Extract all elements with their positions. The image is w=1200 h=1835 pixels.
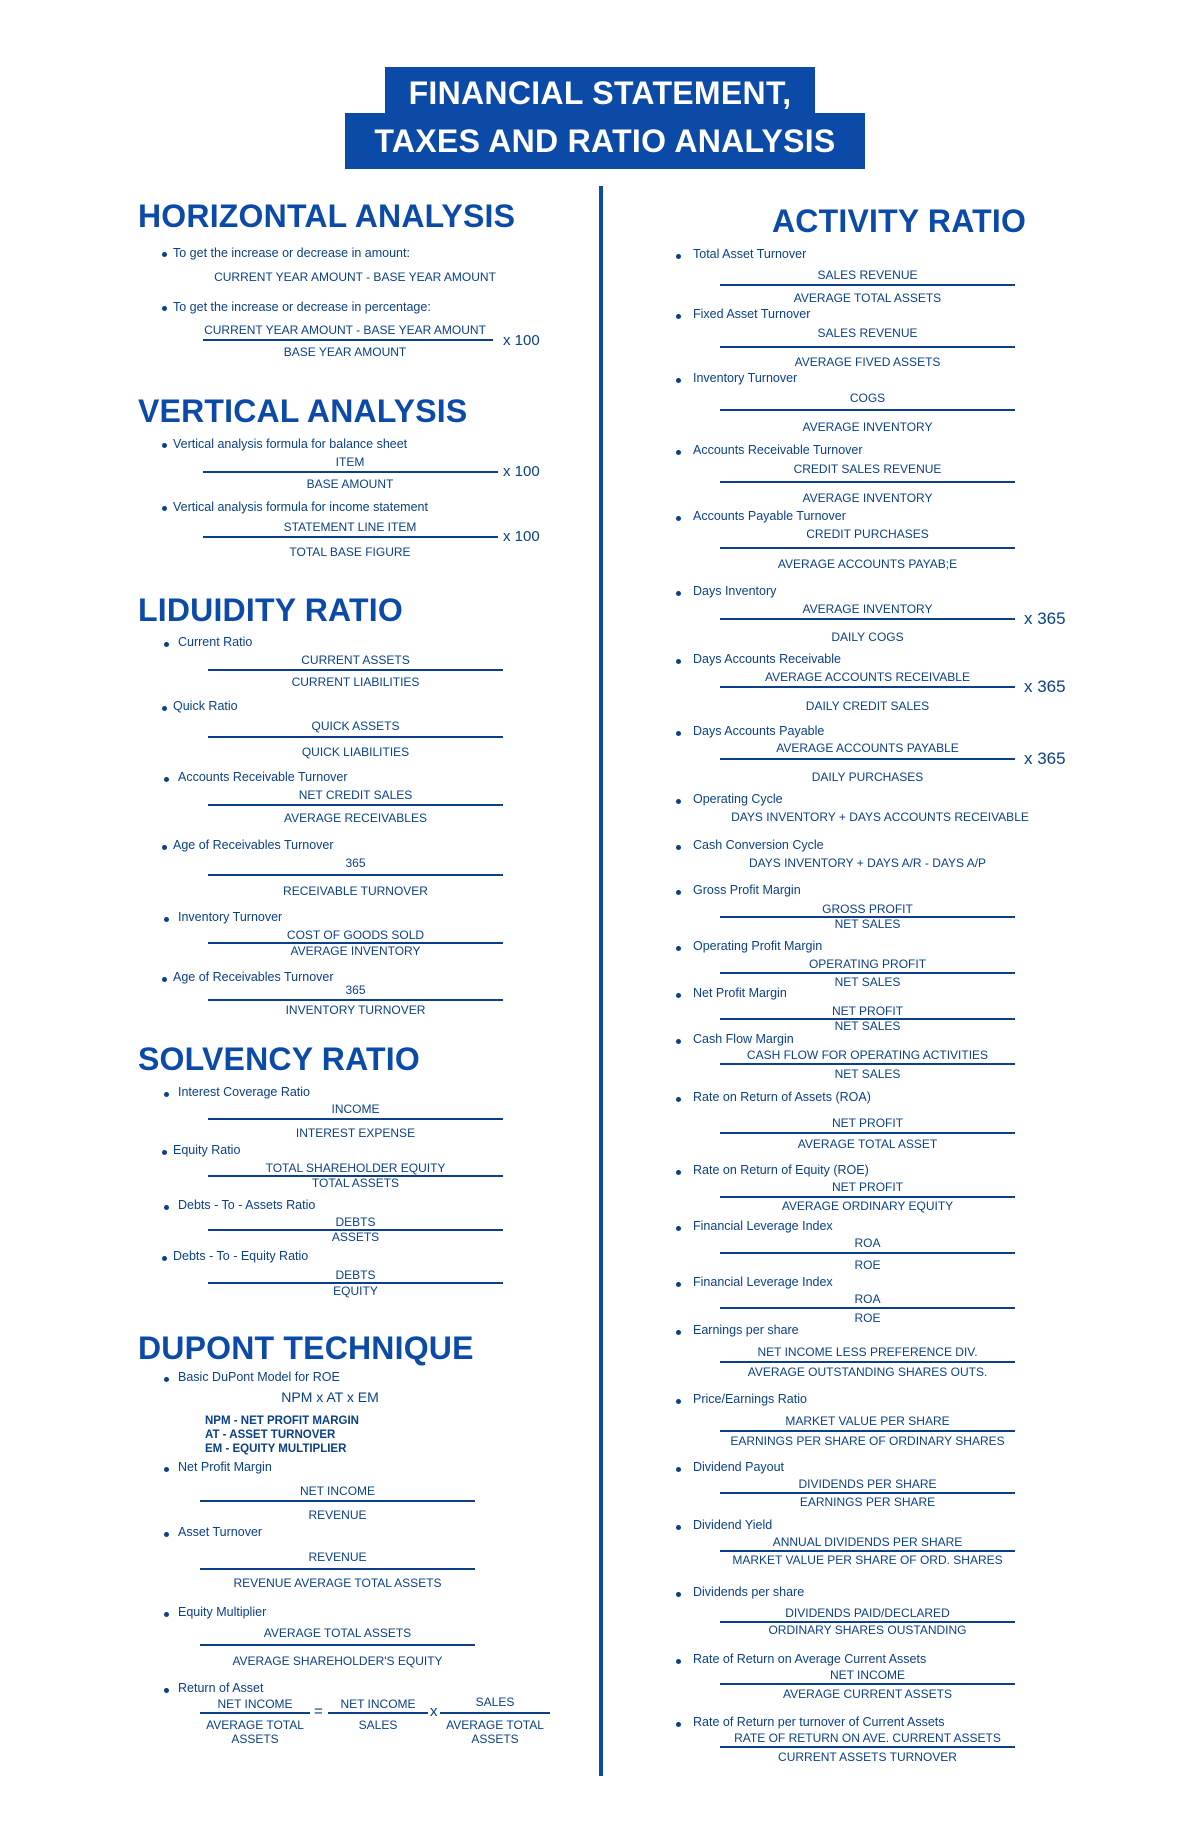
activity-ar-turnover-denominator: AVERAGE INVENTORY xyxy=(802,491,933,505)
bullet xyxy=(164,642,169,647)
operating-profit-margin-denominator: NET SALES xyxy=(834,975,901,989)
bullet xyxy=(162,1256,167,1261)
fixed-asset-turnover-label: Fixed Asset Turnover xyxy=(693,307,811,321)
dupont-roa-f1-denominator-1: AVERAGE TOTAL xyxy=(206,1718,304,1732)
ap-turnover-numerator: CREDIT PURCHASES xyxy=(806,527,929,541)
vertical-income-numerator: STATEMENT LINE ITEM xyxy=(283,520,417,534)
legend-at: AT - ASSET TURNOVER xyxy=(205,1429,336,1441)
fixed-asset-turnover-numerator: SALES REVENUE xyxy=(817,326,918,340)
bullet xyxy=(162,977,167,982)
bullet xyxy=(676,1170,681,1175)
inventory-turnover-denominator: AVERAGE INVENTORY xyxy=(290,944,421,958)
bullet xyxy=(162,306,167,311)
operating-cycle-label: Operating Cycle xyxy=(693,792,783,806)
horizontal-percent-numerator: CURRENT YEAR AMOUNT - BASE YEAR AMOUNT xyxy=(204,323,486,337)
bullet xyxy=(676,254,681,259)
days-ar-multiplier: x 365 xyxy=(1024,677,1066,696)
dupont-technique-heading: DUPONT TECHNIQUE xyxy=(138,1330,474,1366)
bullet xyxy=(164,1467,169,1472)
inventory-turnover-label: Inventory Turnover xyxy=(178,910,283,924)
days-ap-numerator: AVERAGE ACCOUNTS PAYABLE xyxy=(776,741,959,755)
dupont-npm-numerator: NET INCOME xyxy=(299,1484,376,1498)
cash-conversion-cycle-label: Cash Conversion Cycle xyxy=(693,838,824,852)
fraction-bar xyxy=(720,409,1015,411)
activity-inventory-turnover-numerator: COGS xyxy=(849,391,886,405)
gross-profit-margin-numerator: GROSS PROFIT xyxy=(822,902,913,916)
bullet xyxy=(676,516,681,521)
bullet xyxy=(676,1330,681,1335)
gross-profit-margin-denominator: NET SALES xyxy=(834,917,901,931)
return-avg-current-assets-numerator: NET INCOME xyxy=(829,1668,906,1682)
vertical-income-denominator: TOTAL BASE FIGURE xyxy=(289,545,411,559)
interest-coverage-label: Interest Coverage Ratio xyxy=(178,1085,311,1099)
bullet xyxy=(676,450,681,455)
days-inventory-multiplier: x 365 xyxy=(1024,609,1066,628)
total-asset-turnover-denominator: AVERAGE TOTAL ASSETS xyxy=(793,291,942,305)
fraction-bar xyxy=(720,758,1015,760)
financial-leverage-index-1-numerator: ROA xyxy=(854,1236,881,1250)
fraction-bar xyxy=(720,346,1015,348)
equity-ratio-denominator: TOTAL ASSETS xyxy=(311,1176,400,1190)
return-turnover-current-assets-denominator: CURRENT ASSETS TURNOVER xyxy=(778,1750,957,1764)
dupont-em-numerator: AVERAGE TOTAL ASSETS xyxy=(263,1626,412,1640)
fraction-bar xyxy=(203,471,498,473)
debts-to-equity-numerator: DEBTS xyxy=(335,1268,376,1282)
age-receivables-denominator: RECEIVABLE TURNOVER xyxy=(283,884,428,898)
legend-em: EM - EQUITY MULTIPLIER xyxy=(205,1443,347,1455)
dividend-yield-label: Dividend Yield xyxy=(693,1518,773,1532)
activity-net-profit-margin-numerator: NET PROFIT xyxy=(831,1004,904,1018)
basic-dupont-formula: NPM x AT x EM xyxy=(281,1389,379,1405)
quick-ratio-label: Quick Ratio xyxy=(173,699,238,713)
cash-flow-margin-label: Cash Flow Margin xyxy=(693,1032,794,1046)
horizontal-amount-formula: CURRENT YEAR AMOUNT - BASE YEAR AMOUNT xyxy=(214,270,496,284)
operating-cycle-formula: DAYS INVENTORY + DAYS ACCOUNTS RECEIVABLE xyxy=(731,810,1029,824)
bullet xyxy=(676,731,681,736)
activity-ratio-heading: ACTIVITY RATIO xyxy=(772,203,1027,239)
dupont-roa-equals: = xyxy=(314,1703,323,1720)
age-receivables-2-denominator: INVENTORY TURNOVER xyxy=(285,1003,426,1017)
dupont-roa-f3-denominator-1: AVERAGE TOTAL xyxy=(446,1718,544,1732)
fraction-bar xyxy=(208,874,503,876)
financial-leverage-index-2-numerator: ROA xyxy=(854,1292,881,1306)
dupont-roa-f3-numerator: SALES xyxy=(475,1695,515,1709)
bullet xyxy=(676,659,681,664)
vertical-balance-denominator: BASE AMOUNT xyxy=(306,477,394,491)
days-ar-denominator: DAILY CREDIT SALES xyxy=(805,699,930,713)
bullet xyxy=(676,1399,681,1404)
fraction-bar xyxy=(200,1500,475,1502)
bullet xyxy=(676,1097,681,1102)
fraction-bar xyxy=(720,1683,1015,1685)
current-ratio-numerator: CURRENT ASSETS xyxy=(301,653,410,667)
dividend-payout-numerator: DIVIDENDS PER SHARE xyxy=(798,1477,937,1491)
activity-net-profit-margin-label: Net Profit Margin xyxy=(693,986,787,1000)
bullet xyxy=(162,845,167,850)
days-ar-label: Days Accounts Receivable xyxy=(693,652,841,666)
return-turnover-current-assets-numerator: RATE OF RETURN ON AVE. CURRENT ASSETS xyxy=(734,1731,1001,1745)
activity-ar-turnover-numerator: CREDIT SALES REVENUE xyxy=(793,462,942,476)
eps-numerator: NET INCOME LESS PREFERENCE DIV. xyxy=(757,1345,978,1359)
return-turnover-current-assets-label: Rate of Return per turnover of Current Assets xyxy=(693,1715,945,1729)
bullet xyxy=(164,777,169,782)
fraction-bar xyxy=(720,1252,1015,1254)
days-ap-label: Days Accounts Payable xyxy=(693,724,825,738)
horizontal-amount-label: To get the increase or decrease in amount: xyxy=(173,246,410,260)
dupont-roa-f1-denominator-2: ASSETS xyxy=(231,1732,279,1746)
debts-to-equity-label: Debts - To - Equity Ratio xyxy=(173,1249,309,1263)
roa-label: Rate on Return of Assets (ROA) xyxy=(693,1090,871,1104)
financial-leverage-index-1-denominator: ROE xyxy=(854,1258,881,1272)
bullet xyxy=(162,443,167,448)
quick-ratio-denominator: QUICK LIABILITIES xyxy=(301,745,410,759)
fraction-bar xyxy=(203,536,498,538)
roe-numerator: NET PROFIT xyxy=(831,1180,904,1194)
vertical-income-multiplier: x 100 xyxy=(503,528,540,545)
dupont-npm-label: Net Profit Margin xyxy=(178,1460,272,1474)
financial-leverage-index-2-label: Financial Leverage Index xyxy=(693,1275,833,1289)
solvency-ratio-heading: SOLVENCY RATIO xyxy=(138,1041,420,1077)
debts-to-equity-denominator: EQUITY xyxy=(333,1284,378,1298)
dividend-yield-denominator: MARKET VALUE PER SHARE OF ORD. SHARES xyxy=(732,1553,1003,1567)
vertical-balance-multiplier: x 100 xyxy=(503,463,540,480)
eps-label: Earnings per share xyxy=(693,1323,799,1337)
fraction-bar xyxy=(720,1196,1015,1198)
bullet xyxy=(164,1092,169,1097)
interest-coverage-numerator: INCOME xyxy=(331,1102,380,1116)
fraction-bar xyxy=(208,1118,503,1120)
gross-profit-margin-label: Gross Profit Margin xyxy=(693,883,801,897)
ap-turnover-label: Accounts Payable Turnover xyxy=(693,509,846,523)
activity-net-profit-margin-denominator: NET SALES xyxy=(834,1019,901,1033)
debts-to-assets-numerator: DEBTS xyxy=(335,1215,376,1229)
bullet xyxy=(164,1612,169,1617)
fixed-asset-turnover-denominator: AVERAGE FIVED ASSETS xyxy=(794,355,941,369)
pe-ratio-label: Price/Earnings Ratio xyxy=(693,1392,807,1406)
age-receivables-2-label: Age of Receivables Turnover xyxy=(173,970,334,984)
equity-ratio-numerator: TOTAL SHAREHOLDER EQUITY xyxy=(265,1161,446,1175)
bullet xyxy=(676,799,681,804)
fraction-bar xyxy=(720,1063,1015,1065)
fraction-bar xyxy=(720,686,1015,688)
days-inventory-label: Days Inventory xyxy=(693,584,777,598)
age-receivables-label: Age of Receivables Turnover xyxy=(173,838,334,852)
dupont-em-denominator: AVERAGE SHAREHOLDER'S EQUITY xyxy=(232,1654,443,1668)
vertical-income-label: Vertical analysis formula for income statement xyxy=(173,500,428,514)
fraction-bar xyxy=(720,972,1015,974)
fraction-bar xyxy=(203,339,493,341)
fraction-bar xyxy=(200,1712,310,1714)
activity-inventory-turnover-denominator: AVERAGE INVENTORY xyxy=(802,420,933,434)
days-ap-multiplier: x 365 xyxy=(1024,749,1066,768)
activity-inventory-turnover-label: Inventory Turnover xyxy=(693,371,798,385)
bullet xyxy=(164,1377,169,1382)
bullet xyxy=(162,1150,167,1155)
dupont-em-label: Equity Multiplier xyxy=(178,1605,267,1619)
return-avg-current-assets-label: Rate of Return on Average Current Assets xyxy=(693,1652,927,1666)
dividends-per-share-numerator: DIVIDENDS PAID/DECLARED xyxy=(785,1606,950,1620)
age-receivables-2-numerator: 365 xyxy=(345,983,366,997)
dupont-at-numerator: REVENUE xyxy=(308,1550,367,1564)
fraction-bar xyxy=(720,547,1015,549)
financial-leverage-index-1-label: Financial Leverage Index xyxy=(693,1219,833,1233)
title-line-1: FINANCIAL STATEMENT, xyxy=(385,67,815,119)
cash-flow-margin-numerator: CASH FLOW FOR OPERATING ACTIVITIES xyxy=(746,1048,989,1062)
debts-to-assets-label: Debts - To - Assets Ratio xyxy=(178,1198,316,1212)
total-asset-turnover-label: Total Asset Turnover xyxy=(693,247,807,261)
total-asset-turnover-numerator: SALES REVENUE xyxy=(817,268,918,282)
dividend-payout-label: Dividend Payout xyxy=(693,1460,785,1474)
fraction-bar xyxy=(208,999,503,1001)
dupont-roa-f3-denominator-2: ASSETS xyxy=(471,1732,519,1746)
dupont-roa-label: Return of Asset xyxy=(178,1681,264,1695)
bullet xyxy=(676,1659,681,1664)
debts-to-assets-denominator: ASSETS xyxy=(331,1230,380,1244)
dividend-yield-numerator: ANNUAL DIVIDENDS PER SHARE xyxy=(772,1535,963,1549)
fraction-bar xyxy=(328,1712,428,1714)
dupont-at-denominator: REVENUE AVERAGE TOTAL ASSETS xyxy=(233,1576,442,1590)
roe-denominator: AVERAGE ORDINARY EQUITY xyxy=(781,1199,954,1213)
activity-ar-turnover-label: Accounts Receivable Turnover xyxy=(693,443,863,457)
bullet xyxy=(164,1205,169,1210)
fraction-bar xyxy=(440,1712,550,1714)
dupont-at-label: Asset Turnover xyxy=(178,1525,263,1539)
days-inventory-numerator: AVERAGE INVENTORY xyxy=(802,602,933,616)
bullet xyxy=(164,917,169,922)
fraction-bar xyxy=(720,1307,1015,1309)
vertical-analysis-heading: VERTICAL ANALYSIS xyxy=(138,393,468,429)
horizontal-percent-multiplier: x 100 xyxy=(503,332,540,349)
roa-denominator: AVERAGE TOTAL ASSET xyxy=(797,1137,938,1151)
fraction-bar xyxy=(200,1644,475,1646)
return-avg-current-assets-denominator: AVERAGE CURRENT ASSETS xyxy=(783,1687,952,1701)
bullet xyxy=(676,1226,681,1231)
inventory-turnover-numerator: COST OF GOODS SOLD xyxy=(286,928,425,942)
days-ar-numerator: AVERAGE ACCOUNTS RECEIVABLE xyxy=(765,670,970,684)
legend-npm: NPM - NET PROFIT MARGIN xyxy=(205,1415,359,1427)
dividends-per-share-denominator: ORDINARY SHARES OUSTANDING xyxy=(768,1623,967,1637)
fraction-bar xyxy=(200,1568,475,1570)
pe-ratio-denominator: EARNINGS PER SHARE OF ORDINARY SHARES xyxy=(730,1434,1005,1448)
operating-profit-margin-numerator: OPERATING PROFIT xyxy=(808,957,927,971)
fraction-bar xyxy=(208,736,503,738)
bullet xyxy=(676,890,681,895)
liquidity-ratio-heading: LIDUIDITY RATIO xyxy=(138,592,403,628)
bullet xyxy=(676,993,681,998)
fraction-bar xyxy=(720,1430,1015,1432)
bullet xyxy=(676,845,681,850)
fraction-bar xyxy=(720,1746,1015,1748)
ar-turnover-label: Accounts Receivable Turnover xyxy=(178,770,348,784)
bullet xyxy=(676,1467,681,1472)
bullet xyxy=(676,591,681,596)
bullet xyxy=(676,1722,681,1727)
operating-profit-margin-label: Operating Profit Margin xyxy=(693,939,823,953)
ar-turnover-denominator: AVERAGE RECEIVABLES xyxy=(284,811,427,825)
bullet xyxy=(164,1532,169,1537)
vertical-balance-label: Vertical analysis formula for balance sheet xyxy=(173,437,408,451)
bullet xyxy=(162,706,167,711)
fraction-bar xyxy=(720,284,1015,286)
bullet xyxy=(676,314,681,319)
fraction-bar xyxy=(720,481,1015,483)
cash-conversion-cycle-formula: DAYS INVENTORY + DAYS A/R - DAYS A/P xyxy=(748,856,987,870)
bullet xyxy=(676,378,681,383)
days-inventory-denominator: DAILY COGS xyxy=(831,630,904,644)
bullet xyxy=(676,946,681,951)
current-ratio-denominator: CURRENT LIABILITIES xyxy=(291,675,420,689)
bullet xyxy=(162,506,167,511)
horizontal-percent-label: To get the increase or decrease in percentage: xyxy=(173,300,431,314)
roe-label: Rate on Return of Equity (ROE) xyxy=(693,1163,869,1177)
column-divider xyxy=(599,186,603,1776)
dupont-npm-denominator: REVENUE xyxy=(308,1508,367,1522)
cash-flow-margin-denominator: NET SALES xyxy=(834,1067,901,1081)
bullet xyxy=(676,1525,681,1530)
bullet xyxy=(676,1282,681,1287)
horizontal-percent-denominator: BASE YEAR AMOUNT xyxy=(283,345,407,359)
fraction-bar xyxy=(720,1492,1015,1494)
fraction-bar xyxy=(720,1550,1015,1552)
title-line-2: TAXES AND RATIO ANALYSIS xyxy=(345,113,865,169)
bullet xyxy=(676,1039,681,1044)
fraction-bar xyxy=(208,804,503,806)
days-ap-denominator: DAILY PURCHASES xyxy=(811,770,924,784)
fraction-bar xyxy=(720,618,1015,620)
horizontal-analysis-heading: HORIZONTAL ANALYSIS xyxy=(138,198,516,234)
dividend-payout-denominator: EARNINGS PER SHARE xyxy=(799,1495,936,1509)
financial-leverage-index-2-denominator: ROE xyxy=(854,1311,881,1325)
ar-turnover-numerator: NET CREDIT SALES xyxy=(298,788,413,802)
basic-dupont-label: Basic DuPont Model for ROE xyxy=(178,1370,340,1384)
current-ratio-label: Current Ratio xyxy=(178,635,253,649)
fraction-bar xyxy=(720,1361,1015,1363)
vertical-balance-numerator: ITEM xyxy=(335,455,365,469)
roa-numerator: NET PROFIT xyxy=(831,1116,904,1130)
fraction-bar xyxy=(720,1132,1015,1134)
dupont-roa-f2-denominator: SALES xyxy=(358,1718,398,1732)
dupont-roa-f1-numerator: NET INCOME xyxy=(217,1697,293,1711)
pe-ratio-numerator: MARKET VALUE PER SHARE xyxy=(785,1414,950,1428)
eps-denominator: AVERAGE OUTSTANDING SHARES OUTS. xyxy=(747,1365,988,1379)
equity-ratio-label: Equity Ratio xyxy=(173,1143,241,1157)
bullet xyxy=(676,1592,681,1597)
age-receivables-numerator: 365 xyxy=(345,856,366,870)
ap-turnover-denominator: AVERAGE ACCOUNTS PAYAB;E xyxy=(777,557,958,571)
bullet xyxy=(164,1688,169,1693)
fraction-bar xyxy=(208,669,503,671)
dividends-per-share-label: Dividends per share xyxy=(693,1585,805,1599)
dupont-roa-times: x xyxy=(430,1703,438,1720)
interest-coverage-denominator: INTEREST EXPENSE xyxy=(295,1126,416,1140)
quick-ratio-numerator: QUICK ASSETS xyxy=(311,719,400,733)
bullet xyxy=(162,252,167,257)
dupont-roa-f2-numerator: NET INCOME xyxy=(340,1697,416,1711)
